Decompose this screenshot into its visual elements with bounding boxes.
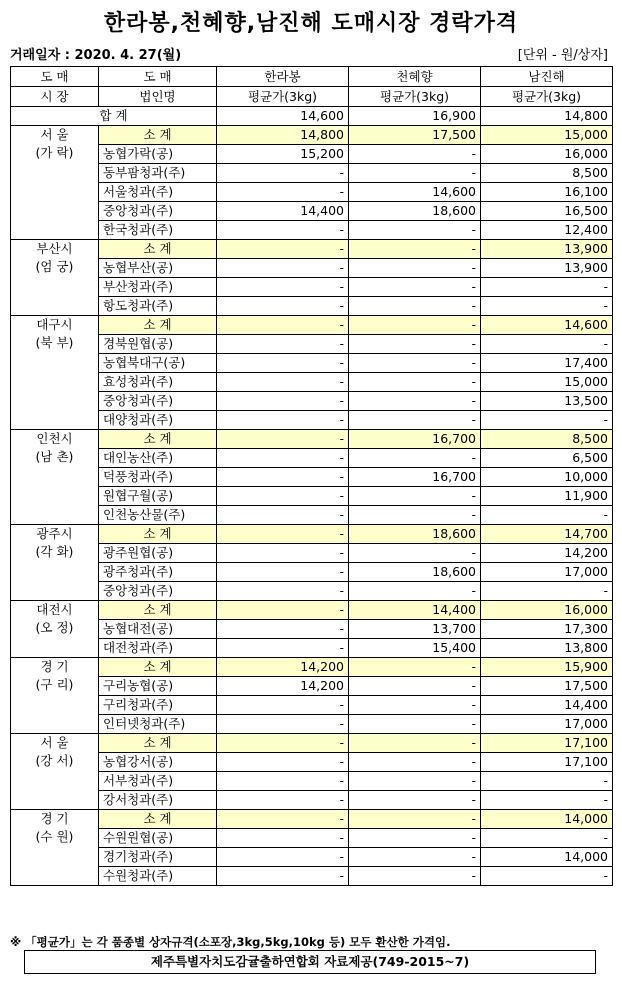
table-row — [11, 278, 613, 297]
price-value: 13,500 — [481, 392, 613, 411]
price-value: 17,300 — [481, 620, 613, 639]
subtotal-value: 14,000 — [481, 810, 613, 829]
corp-name: 대양청과(주) — [99, 411, 217, 430]
table-row — [11, 715, 613, 734]
subtotal-label: 소 계 — [99, 658, 217, 677]
total-value: 14,800 — [481, 107, 613, 126]
corp-name: 수원원협(공) — [99, 829, 217, 848]
corp-name: 구리농협(공) — [99, 677, 217, 696]
price-value: - — [481, 506, 613, 525]
market-name: 서 울 — [40, 735, 69, 750]
price-value: - — [217, 829, 349, 848]
price-value: - — [217, 867, 349, 886]
price-value: - — [349, 867, 481, 886]
price-value: - — [217, 354, 349, 373]
table-row — [11, 506, 613, 525]
subtotal-value: - — [217, 525, 349, 544]
market-cell — [11, 734, 99, 810]
price-value: - — [349, 259, 481, 278]
price-value: 8,500 — [481, 164, 613, 183]
price-value: 14,600 — [349, 183, 481, 202]
price-value: 13,800 — [481, 639, 613, 658]
price-value: - — [217, 297, 349, 316]
market-district: (강 서) — [35, 753, 74, 768]
table-row — [11, 335, 613, 354]
table-row — [11, 392, 613, 411]
price-value: 16,100 — [481, 183, 613, 202]
corp-name: 광주청과(주) — [99, 563, 217, 582]
price-value: - — [481, 297, 613, 316]
price-value: - — [217, 335, 349, 354]
table-row — [11, 639, 613, 658]
table-row — [11, 468, 613, 487]
price-value: - — [349, 297, 481, 316]
subtotal-value: - — [217, 316, 349, 335]
unit-label: [단위 - 원/상자] — [517, 48, 608, 63]
price-value: - — [481, 582, 613, 601]
total-label: 합 계 — [11, 107, 217, 126]
subtotal-row — [11, 734, 613, 753]
total-value: 16,900 — [349, 107, 481, 126]
table-row — [11, 221, 613, 240]
price-value: - — [217, 373, 349, 392]
subtotal-value: 15,000 — [481, 126, 613, 145]
price-value: 17,000 — [481, 563, 613, 582]
price-value: - — [349, 411, 481, 430]
corp-name: 서울청과(주) — [99, 183, 217, 202]
market-name: 서 울 — [40, 127, 69, 142]
corp-name: 경기청과(주) — [99, 848, 217, 867]
price-value: - — [349, 164, 481, 183]
total-row — [11, 107, 613, 126]
corp-name: 농협가락(공) — [99, 145, 217, 164]
price-value: - — [217, 468, 349, 487]
market-cell — [11, 601, 99, 658]
trade-date: 거래일자 : 2020. 4. 27(월) — [10, 48, 182, 63]
subtotal-value: - — [349, 240, 481, 259]
corp-name: 서부청과(주) — [99, 772, 217, 791]
price-value: 16,700 — [349, 468, 481, 487]
price-value: - — [217, 620, 349, 639]
market-cell — [11, 810, 99, 886]
price-value: 12,400 — [481, 221, 613, 240]
market-cell — [11, 430, 99, 525]
price-value: 17,500 — [481, 677, 613, 696]
market-district: (구 리) — [35, 677, 74, 692]
table-row — [11, 183, 613, 202]
corp-name: 농협부산(공) — [99, 259, 217, 278]
header-market-l2: 시 장 — [11, 87, 99, 107]
table-row — [11, 164, 613, 183]
subtotal-row — [11, 126, 613, 145]
subtotal-value: - — [349, 658, 481, 677]
market-name: 광주시 — [36, 526, 73, 541]
header-price-label: 평균가(3kg) — [349, 87, 481, 107]
subtotal-row — [11, 810, 613, 829]
subtotal-value: 13,900 — [481, 240, 613, 259]
market-name: 경 기 — [40, 659, 69, 674]
price-value: - — [217, 411, 349, 430]
price-value: - — [349, 848, 481, 867]
subtotal-value: 14,800 — [217, 126, 349, 145]
price-value: - — [349, 696, 481, 715]
table-row — [11, 620, 613, 639]
market-district: (가 락) — [35, 145, 74, 160]
header-item-namjinhae: 남진해 — [481, 67, 613, 87]
price-value: - — [349, 373, 481, 392]
market-cell — [11, 240, 99, 316]
price-value: - — [481, 867, 613, 886]
header-price-label: 평균가(3kg) — [481, 87, 613, 107]
subtotal-value: 14,700 — [481, 525, 613, 544]
price-value: 14,200 — [481, 544, 613, 563]
price-value: - — [349, 506, 481, 525]
corp-name: 광주원협(공) — [99, 544, 217, 563]
price-value: - — [481, 411, 613, 430]
footnote: ※ 「평균가」는 각 품종별 상자규격(소포장,3kg,5kg,10kg 등) 모두 환산한 가격임. — [10, 935, 451, 949]
price-value: 18,600 — [349, 563, 481, 582]
price-value: - — [349, 449, 481, 468]
subtotal-value: 16,000 — [481, 601, 613, 620]
price-value: - — [217, 715, 349, 734]
subtotal-value: 14,200 — [217, 658, 349, 677]
price-value: - — [349, 145, 481, 164]
table-row — [11, 544, 613, 563]
subtotal-row — [11, 240, 613, 259]
price-table — [10, 66, 613, 886]
corp-name: 대인농산(주) — [99, 449, 217, 468]
corp-name: 항도청과(주) — [99, 297, 217, 316]
market-cell — [11, 316, 99, 430]
corp-name: 중앙청과(주) — [99, 202, 217, 221]
subtotal-value: - — [217, 430, 349, 449]
price-value: 17,100 — [481, 753, 613, 772]
price-value: - — [481, 772, 613, 791]
subtotal-value: - — [349, 316, 481, 335]
market-name: 대전시 — [36, 602, 73, 617]
market-district: (남 촌) — [35, 449, 74, 464]
subtotal-value: 17,100 — [481, 734, 613, 753]
header-corp-l1: 도 매 — [99, 67, 217, 87]
price-value: 14,000 — [481, 848, 613, 867]
price-value: - — [349, 392, 481, 411]
price-value: - — [217, 278, 349, 297]
price-value: - — [349, 791, 481, 810]
price-value: 14,400 — [217, 202, 349, 221]
header-market-l1: 도 매 — [11, 67, 99, 87]
subtotal-value: - — [217, 810, 349, 829]
subtotal-value: 16,700 — [349, 430, 481, 449]
corp-name: 경북원협(공) — [99, 335, 217, 354]
price-value: - — [217, 848, 349, 867]
price-value: - — [481, 278, 613, 297]
price-value: - — [217, 753, 349, 772]
corp-name: 덕풍청과(주) — [99, 468, 217, 487]
market-name: 부산시 — [36, 241, 73, 256]
price-value: - — [349, 487, 481, 506]
corp-name: 한국청과(주) — [99, 221, 217, 240]
price-value: 14,400 — [481, 696, 613, 715]
price-value: 10,000 — [481, 468, 613, 487]
price-value: 17,400 — [481, 354, 613, 373]
source-box: 제주특별자치도감귤출하연합회 자료제공(749-2015~7) — [24, 950, 596, 974]
price-value: - — [217, 506, 349, 525]
price-value: 14,200 — [217, 677, 349, 696]
table-row — [11, 354, 613, 373]
subtotal-value: 14,600 — [481, 316, 613, 335]
subtotal-label: 소 계 — [99, 240, 217, 259]
table-row — [11, 487, 613, 506]
price-value: 11,900 — [481, 487, 613, 506]
table-row — [11, 677, 613, 696]
price-value: - — [349, 677, 481, 696]
price-value: - — [217, 582, 349, 601]
corp-name: 강서청과(주) — [99, 791, 217, 810]
subtotal-value: - — [349, 810, 481, 829]
price-value: - — [349, 829, 481, 848]
price-value: - — [217, 164, 349, 183]
subtotal-label: 소 계 — [99, 601, 217, 620]
table-row — [11, 563, 613, 582]
price-value: - — [349, 753, 481, 772]
price-value: - — [349, 278, 481, 297]
subtotal-value: 14,400 — [349, 601, 481, 620]
table-row — [11, 373, 613, 392]
price-value: - — [349, 335, 481, 354]
table-row — [11, 696, 613, 715]
subtotal-value: - — [217, 601, 349, 620]
market-name: 인천시 — [36, 431, 73, 446]
price-value: 18,600 — [349, 202, 481, 221]
market-district: (엄 궁) — [35, 259, 74, 274]
market-district: (북 부) — [35, 335, 74, 350]
price-value: - — [217, 221, 349, 240]
table-row — [11, 297, 613, 316]
subtotal-value: 17,500 — [349, 126, 481, 145]
subtotal-value: - — [217, 240, 349, 259]
corp-name: 수원청과(주) — [99, 867, 217, 886]
price-value: 15,200 — [217, 145, 349, 164]
subtotal-row — [11, 658, 613, 677]
price-value: - — [349, 354, 481, 373]
corp-name: 효성청과(주) — [99, 373, 217, 392]
table-row — [11, 582, 613, 601]
market-cell — [11, 658, 99, 734]
table-body — [11, 107, 613, 886]
corp-name: 농협대전(공) — [99, 620, 217, 639]
corp-name: 원협구월(공) — [99, 487, 217, 506]
corp-name: 동부팜청과(주) — [99, 164, 217, 183]
table-row — [11, 772, 613, 791]
table-row — [11, 145, 613, 164]
total-value: 14,600 — [217, 107, 349, 126]
header-item-cheonhyehyang: 천혜향 — [349, 67, 481, 87]
corp-name: 부산청과(주) — [99, 278, 217, 297]
price-value: - — [217, 392, 349, 411]
corp-name: 구리청과(주) — [99, 696, 217, 715]
subtotal-value: 15,900 — [481, 658, 613, 677]
table-row — [11, 791, 613, 810]
price-value: - — [349, 582, 481, 601]
subtotal-label: 소 계 — [99, 810, 217, 829]
price-value: - — [217, 563, 349, 582]
table-row — [11, 848, 613, 867]
price-value: 15,400 — [349, 639, 481, 658]
table-row — [11, 449, 613, 468]
market-district: (수 원) — [35, 829, 74, 844]
subtotal-value: 18,600 — [349, 525, 481, 544]
corp-name: 대전청과(주) — [99, 639, 217, 658]
table-row — [11, 867, 613, 886]
price-value: - — [349, 221, 481, 240]
corp-name: 농협북대구(공) — [99, 354, 217, 373]
market-name: 대구시 — [36, 317, 73, 332]
subtotal-row — [11, 316, 613, 335]
table-row — [11, 829, 613, 848]
subtotal-row — [11, 601, 613, 620]
table-row — [11, 202, 613, 221]
header-corp-l2: 법인명 — [99, 87, 217, 107]
price-value: - — [217, 696, 349, 715]
price-value: - — [481, 335, 613, 354]
subtotal-value: 8,500 — [481, 430, 613, 449]
table-row — [11, 753, 613, 772]
header-item-hallabong: 한라봉 — [217, 67, 349, 87]
price-value: - — [481, 829, 613, 848]
page-title: 한라봉,천혜향,남진해 도매시장 경락가격 — [103, 11, 519, 36]
market-district: (오 정) — [35, 620, 74, 635]
table-row — [11, 411, 613, 430]
corp-name: 인터넷청과(주) — [99, 715, 217, 734]
price-value: - — [217, 487, 349, 506]
subtotal-label: 소 계 — [99, 734, 217, 753]
price-value: 16,000 — [481, 145, 613, 164]
price-value: - — [349, 772, 481, 791]
price-value: - — [217, 791, 349, 810]
subtotal-label: 소 계 — [99, 525, 217, 544]
header-price-label: 평균가(3kg) — [217, 87, 349, 107]
subtotal-label: 소 계 — [99, 430, 217, 449]
corp-name: 인천농산물(주) — [99, 506, 217, 525]
market-cell — [11, 126, 99, 240]
subtotal-row — [11, 525, 613, 544]
price-value: - — [217, 183, 349, 202]
price-value: 15,000 — [481, 373, 613, 392]
subtotal-label: 소 계 — [99, 316, 217, 335]
price-value: - — [349, 544, 481, 563]
table-row — [11, 259, 613, 278]
corp-name: 농협강서(공) — [99, 753, 217, 772]
market-cell — [11, 525, 99, 601]
subtotal-label: 소 계 — [99, 126, 217, 145]
price-value: 17,000 — [481, 715, 613, 734]
price-value: 13,900 — [481, 259, 613, 278]
corp-name: 중앙청과(주) — [99, 392, 217, 411]
corp-name: 중앙청과(주) — [99, 582, 217, 601]
price-value: - — [349, 715, 481, 734]
subtotal-value: - — [349, 734, 481, 753]
subtotal-row — [11, 430, 613, 449]
market-name: 경 기 — [40, 811, 69, 826]
price-value: 13,700 — [349, 620, 481, 639]
subtotal-value: - — [217, 734, 349, 753]
price-value: 16,500 — [481, 202, 613, 221]
price-value: - — [217, 449, 349, 468]
price-value: - — [217, 544, 349, 563]
price-value: - — [481, 791, 613, 810]
price-value: - — [217, 259, 349, 278]
price-value: - — [217, 639, 349, 658]
market-district: (각 화) — [35, 544, 74, 559]
price-value: - — [217, 772, 349, 791]
price-value: 6,500 — [481, 449, 613, 468]
